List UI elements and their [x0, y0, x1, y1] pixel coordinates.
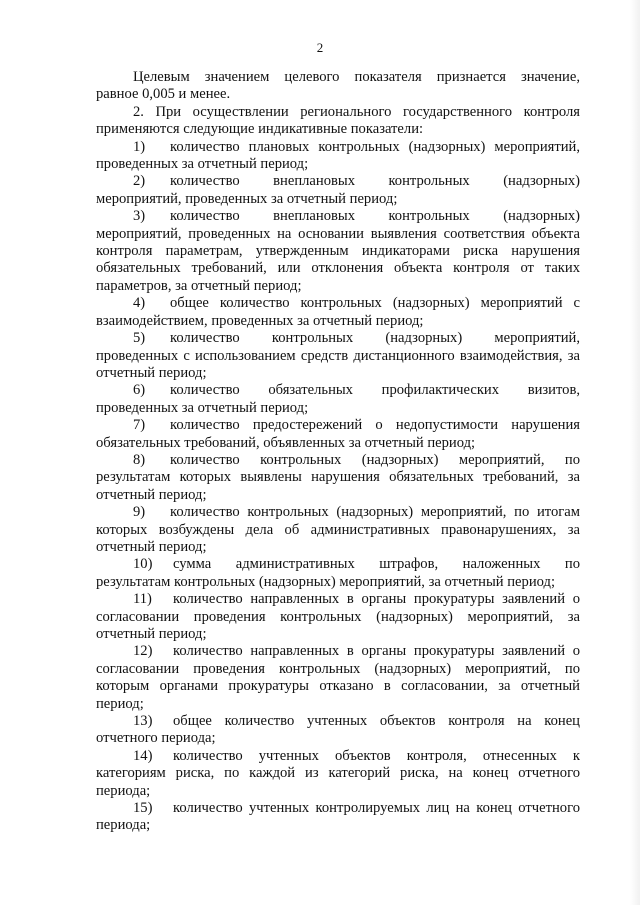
item-number: 1) [133, 138, 146, 155]
item-number: 4) [133, 295, 146, 312]
list-item [96, 208, 580, 295]
item-number: 6) [133, 382, 146, 399]
item-number: 2) [133, 173, 146, 190]
item-text-first: количество плановых контрольных (надзорных) мероприятий, [170, 138, 580, 155]
list-item [96, 382, 580, 417]
item-text-first: количество учтенных контролируемых лиц на конец отчетного [173, 800, 580, 817]
item-number: 15) [133, 800, 153, 817]
item-number: 7) [133, 417, 146, 434]
item-text-rest: проведенных за отчетный период; [96, 399, 309, 416]
intro-line-1: Целевым значением целевого показателя признается значение, [133, 69, 580, 85]
item-text-rest: обязательных требований, объявленных за отчетный период; [96, 434, 476, 451]
item-text-rest: взаимодействием, проведенных за отчетный период; [96, 312, 424, 329]
item-text-first: количество учтенных объектов контроля, отнесенных к [173, 747, 580, 764]
document-body [96, 69, 580, 835]
list-item [96, 139, 580, 174]
item-number: 13) [133, 713, 153, 730]
list-item [96, 452, 580, 504]
item-number: 3) [133, 208, 146, 225]
item-text-first: количество предостережений о недопустимости нарушения [170, 417, 580, 434]
item-text-first: общее количество контрольных (надзорных) мероприятий с [170, 295, 580, 312]
item-text-first: количество контрольных (надзорных) мероприятий, [170, 330, 580, 347]
item-text-rest: согласовании проведения контрольных (надзорных) мероприятий, по которым органами прокуратуры отказано в согласовании, за отчетный период; [96, 660, 580, 712]
item-text-rest: мероприятий, проведенных за отчетный период; [96, 190, 398, 207]
item-text-first: количество внеплановых контрольных (надзорных) [170, 173, 580, 190]
item-text-first: общее количество учтенных объектов контроля на конец [173, 713, 580, 730]
item-text-rest: проведенных за отчетный период; [96, 156, 309, 173]
item-text-first: количество направленных в органы прокуратуры заявлений о [173, 591, 580, 608]
item-text-rest: отчетного периода; [96, 730, 216, 747]
item-text-first: количество контрольных (надзорных) мероприятий, по итогам [170, 504, 580, 521]
page-number: 2 [316, 40, 324, 55]
item-text-rest: категориям риска, по каждой из категорий риска, на конец отчетного периода; [96, 765, 580, 799]
list-item [96, 417, 580, 452]
item-text-first: количество обязательных профилактических визитов, [170, 382, 580, 399]
item-text-rest: мероприятий, проведенных на основании выявления соответствия объекта контроля параметрам, утвержденным индикаторами риска нарушения обязательных требований, или отклонения объекта контроля от таких параметров, за отчетный период; [96, 225, 580, 294]
list-item [96, 591, 580, 643]
item-number: 11) [133, 591, 152, 608]
intro-paragraph [96, 69, 580, 104]
item-text-first: количество контрольных (надзорных) мероприятий, по [170, 451, 580, 468]
item-number: 10) [133, 556, 153, 573]
list-item [96, 173, 580, 208]
list-item [96, 643, 580, 713]
item-text-first: сумма административных штрафов, наложенных по [173, 556, 580, 573]
paragraph-2-line-1: 2. При осуществлении регионального государственного контроля [133, 103, 580, 120]
item-text-first: количество направленных в органы прокуратуры заявлений о [173, 643, 580, 660]
intro-line-2: равное 0,005 и менее. [96, 86, 231, 103]
item-number: 8) [133, 451, 146, 468]
list-item [96, 800, 580, 835]
item-number: 14) [133, 747, 153, 764]
item-number: 12) [133, 643, 153, 660]
item-text-rest: которых возбуждены дела об административных правонарушениях, за отчетный период; [96, 521, 580, 555]
paragraph-2 [96, 104, 580, 139]
list-item [96, 330, 580, 382]
list-item [96, 556, 580, 591]
item-text-first: количество внеплановых контрольных (надзорных) [170, 208, 580, 225]
item-number: 9) [133, 504, 146, 521]
list-item [96, 748, 580, 800]
list-item [96, 295, 580, 330]
scan-edge-shadow [630, 0, 640, 905]
list-item [96, 504, 580, 556]
indicator-list [96, 139, 580, 835]
list-item [96, 713, 580, 748]
item-text-rest: результатам контрольных (надзорных) мероприятий, за отчетный период; [96, 573, 555, 590]
paragraph-2-line-2: применяются следующие индикативные показатели: [96, 121, 424, 138]
item-text-rest: согласовании проведения контрольных (надзорных) мероприятий, за отчетный период; [96, 608, 580, 642]
item-text-rest: периода; [96, 817, 151, 834]
item-number: 5) [133, 330, 146, 347]
item-text-rest: результатам которых выявлены нарушения обязательных требований, за отчетный период; [96, 469, 580, 503]
item-text-rest: проведенных с использованием средств дистанционного взаимодействия, за отчетный период; [96, 347, 580, 381]
